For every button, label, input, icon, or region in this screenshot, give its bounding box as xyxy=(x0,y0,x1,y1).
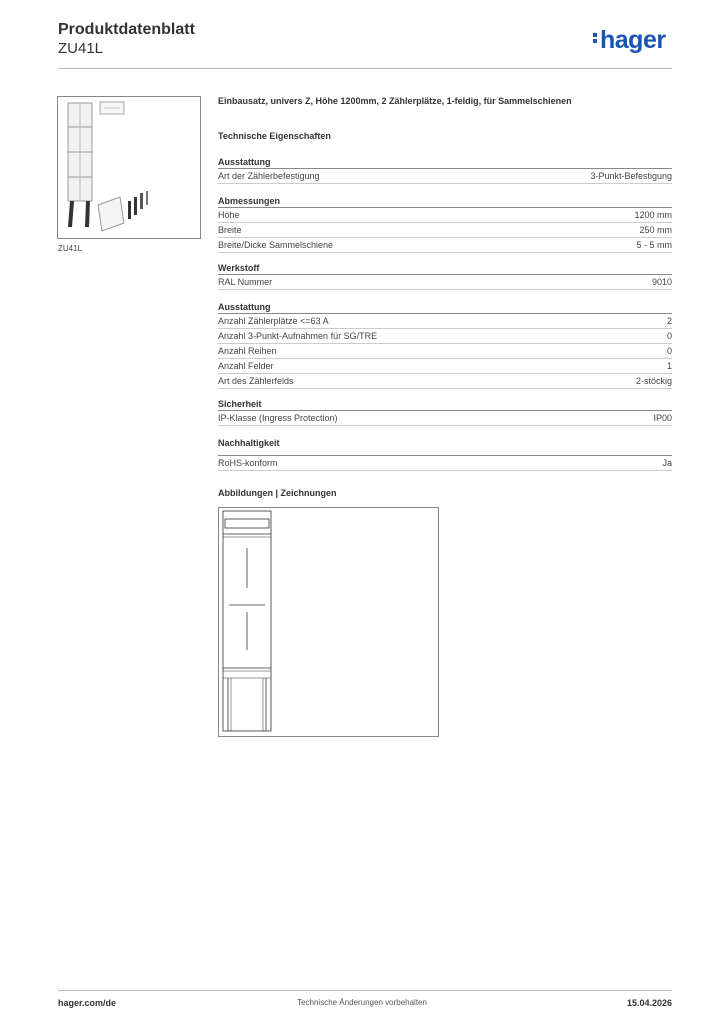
spec-value: 1200 mm xyxy=(634,210,672,220)
spec-row xyxy=(218,238,672,253)
group-werkstoff xyxy=(218,262,672,290)
technical-drawing-illustration xyxy=(219,508,438,736)
group-ausstattung-mounting xyxy=(218,156,672,184)
spec-label: Breite/Dicke Sammelschiene xyxy=(218,240,334,250)
spec-row xyxy=(218,314,672,329)
footer-notice: Technische Änderungen vorbehalten xyxy=(297,998,427,1007)
product-image-caption: ZU41L xyxy=(58,244,83,253)
logo-text: hager xyxy=(600,26,666,54)
spec-row xyxy=(218,411,672,426)
spec-row xyxy=(218,359,672,374)
spec-value: 2 xyxy=(666,316,672,326)
drawings-section-title: Abbildungen | Zeichnungen xyxy=(218,488,337,498)
spec-row xyxy=(218,208,672,223)
spec-row xyxy=(218,456,672,471)
group-title: Ausstattung xyxy=(218,301,672,314)
technical-section-title: Technische Eigenschaften xyxy=(218,131,331,141)
page-title: Produktdatenblatt xyxy=(58,21,195,38)
spec-row xyxy=(218,374,672,389)
spec-value: 1 xyxy=(666,361,672,371)
header-divider xyxy=(58,68,672,69)
spec-label: RAL Nummer xyxy=(218,277,273,287)
spec-label: Anzahl Reihen xyxy=(218,346,277,356)
technical-drawing xyxy=(218,507,439,737)
spec-value: IP00 xyxy=(653,413,672,423)
spec-value: 0 xyxy=(666,346,672,356)
footer-website-link[interactable]: hager.com/de xyxy=(58,998,117,1008)
footer-divider xyxy=(58,990,672,991)
group-nachhaltigkeit xyxy=(218,437,672,471)
product-photo-illustration xyxy=(58,97,200,238)
product-description: Einbausatz, univers Z, Höhe 1200mm, 2 Zählerplätze, 1-feldig, für Sammelschienen xyxy=(218,96,572,106)
spec-row xyxy=(218,169,672,184)
spec-label: Anzahl Felder xyxy=(218,361,274,371)
spec-row xyxy=(218,275,672,290)
spec-label: Anzahl 3-Punkt-Aufnahmen für SG/TRE xyxy=(218,331,378,341)
footer-date: 15.04.2026 xyxy=(626,998,672,1008)
spec-row xyxy=(218,344,672,359)
group-title: Nachhaltigkeit xyxy=(218,437,672,456)
spec-label: Art des Zählerfelds xyxy=(218,376,294,386)
spec-row xyxy=(218,329,672,344)
spec-label: Breite xyxy=(218,225,242,235)
product-code-heading: ZU41L xyxy=(58,40,104,57)
spec-row xyxy=(218,223,672,238)
product-image xyxy=(57,96,201,239)
spec-value: Ja xyxy=(662,458,672,468)
group-title: Abmessungen xyxy=(218,195,672,208)
spec-label: IP-Klasse (Ingress Protection) xyxy=(218,413,338,423)
logo-dots-icon xyxy=(593,31,598,45)
group-sicherheit xyxy=(218,398,672,426)
spec-value: 3-Punkt-Befestigung xyxy=(590,171,672,181)
group-title: Sicherheit xyxy=(218,398,672,411)
group-title: Ausstattung xyxy=(218,156,672,169)
group-title: Werkstoff xyxy=(218,262,672,275)
spec-value: 9010 xyxy=(651,277,672,287)
spec-value: 250 mm xyxy=(639,225,672,235)
spec-value: 0 xyxy=(666,331,672,341)
spec-value: 2-stöckig xyxy=(635,376,672,386)
group-abmessungen xyxy=(218,195,672,253)
spec-label: Art der Zählerbefestigung xyxy=(218,171,320,181)
spec-label: Höhe xyxy=(218,210,240,220)
group-ausstattung-counts xyxy=(218,301,672,389)
spec-label: Anzahl Zählerplätze <=63 A xyxy=(218,316,329,326)
spec-value: 5 - 5 mm xyxy=(636,240,672,250)
hager-logo[interactable] xyxy=(593,26,666,55)
spec-label: RoHS-konform xyxy=(218,458,278,468)
